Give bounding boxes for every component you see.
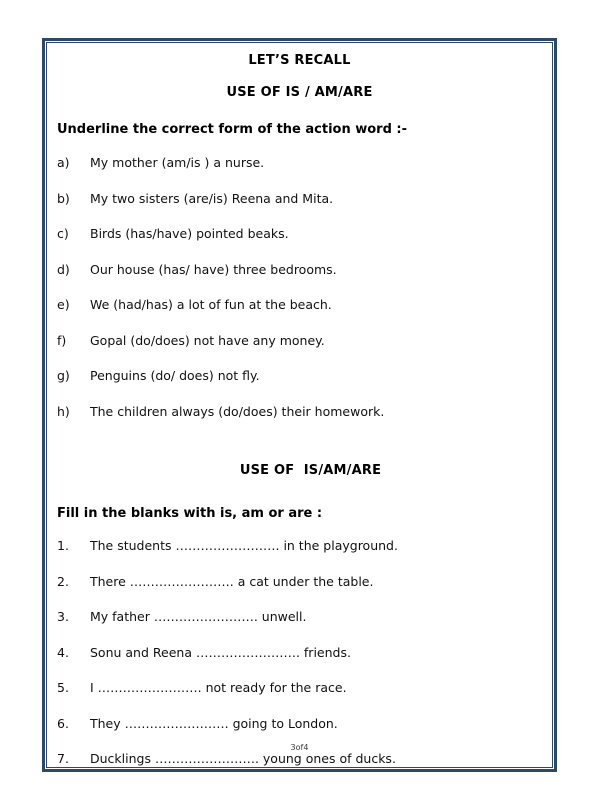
item-label: a) xyxy=(57,155,70,170)
list-item xyxy=(47,751,552,787)
exercise-two-instruction: Fill in the blanks with is, am or are : xyxy=(57,506,323,521)
item-text: Our house (has/ have) three bedrooms. xyxy=(90,261,337,277)
page-title: LET’S RECALL xyxy=(248,53,351,68)
list-item xyxy=(47,297,552,333)
item-text: My two sisters (are/is) Reena and Mita. xyxy=(90,190,334,206)
item-label: c) xyxy=(57,226,69,241)
item-label: 2. xyxy=(57,573,69,589)
list-item xyxy=(47,333,552,369)
worksheet-content xyxy=(47,43,552,767)
item-text: There ……………………. a cat under the table. xyxy=(90,573,374,589)
list-item xyxy=(47,226,552,262)
exercise-one-instruction: Underline the correct form of the action word :- xyxy=(57,122,408,137)
list-item xyxy=(47,191,552,227)
list-item xyxy=(47,538,552,574)
item-text: The children always (do/does) their homework. xyxy=(90,403,385,419)
item-text: Birds (has/have) pointed beaks. xyxy=(90,226,289,241)
list-item xyxy=(47,155,552,191)
page-number-footer: 3of4 xyxy=(290,743,309,752)
list-item xyxy=(47,609,552,645)
item-text: Gopal (do/does) not have any money. xyxy=(90,332,325,348)
list-item xyxy=(47,262,552,298)
item-label: 5. xyxy=(57,680,69,695)
list-item xyxy=(47,368,552,404)
item-label: 7. xyxy=(57,751,69,766)
item-text: My mother (am/is ) a nurse. xyxy=(90,155,265,170)
item-text: The students ……………………. in the playground. xyxy=(90,538,398,553)
item-text: My father ……………………. unwell. xyxy=(90,609,307,624)
item-label: b) xyxy=(57,190,70,206)
list-item xyxy=(47,645,552,681)
item-label: 4. xyxy=(57,644,69,660)
item-text: Penguins (do/ does) not fly. xyxy=(90,368,260,383)
item-label: g) xyxy=(57,368,70,383)
item-label: f) xyxy=(57,332,67,348)
item-text: Sonu and Reena ……………………. friends. xyxy=(90,644,351,660)
list-item xyxy=(47,680,552,716)
section-one-title: USE OF IS / AM/ARE xyxy=(226,85,373,100)
item-label: 6. xyxy=(57,715,69,731)
item-label: 1. xyxy=(57,538,69,553)
exercise-one-list xyxy=(47,155,552,439)
section-two-title: USE OF IS/AM/ARE xyxy=(239,463,382,478)
item-text: Ducklings ……………………. young ones of ducks. xyxy=(90,751,396,766)
item-text: They ……………………. going to London. xyxy=(90,715,338,731)
list-item xyxy=(47,574,552,610)
item-text: We (had/has) a lot of fun at the beach. xyxy=(90,297,332,312)
item-text: I ……………………. not ready for the race. xyxy=(90,680,347,695)
item-label: d) xyxy=(57,261,70,277)
item-label: e) xyxy=(57,297,70,312)
item-label: h) xyxy=(57,403,70,419)
list-item xyxy=(47,404,552,440)
item-label: 3. xyxy=(57,609,69,624)
